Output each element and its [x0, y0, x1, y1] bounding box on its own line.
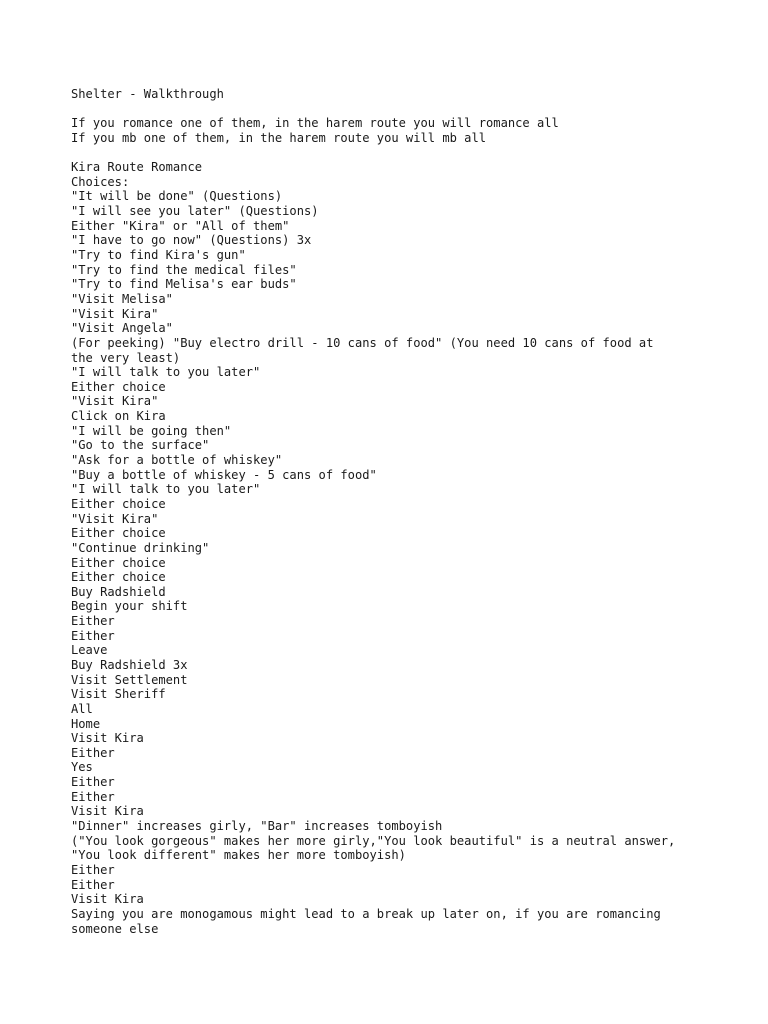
section-heading: Kira Route Romance	[71, 160, 203, 175]
walkthrough-line: "Try to find Melisa's ear buds"	[71, 277, 297, 292]
walkthrough-line: "I will talk to you later"	[71, 365, 261, 380]
walkthrough-line: ("You look gorgeous" makes her more girly,"You look beautiful" is a neutral answer,	[71, 833, 676, 848]
walkthrough-line: someone else	[71, 921, 159, 936]
walkthrough-line: Either	[71, 789, 115, 804]
walkthrough-line: Buy Radshield 3x	[71, 657, 188, 672]
walkthrough-line: "Visit Kira"	[71, 394, 159, 409]
intro-line: If you romance one of them, in the harem route you will romance all	[71, 116, 559, 131]
walkthrough-line: Home	[71, 716, 101, 731]
walkthrough-line: "Visit Angela"	[71, 321, 173, 336]
walkthrough-line: Either	[71, 862, 115, 877]
walkthrough-line: "Try to find the medical files"	[71, 262, 297, 277]
walkthrough-line: "Visit Melisa"	[71, 291, 173, 306]
walkthrough-line: Choices:	[71, 174, 130, 189]
walkthrough-line: Either	[71, 745, 115, 760]
walkthrough-line: Visit Settlement	[71, 672, 188, 687]
walkthrough-line: Buy Radshield	[71, 584, 166, 599]
walkthrough-line: the very least)	[71, 350, 181, 365]
walkthrough-line: "Go to the surface"	[71, 438, 210, 453]
walkthrough-line: Either choice	[71, 526, 166, 541]
walkthrough-line: Click on Kira	[71, 409, 166, 424]
walkthrough-line: "I have to go now" (Questions) 3x	[71, 233, 312, 248]
walkthrough-line: Leave	[71, 643, 108, 658]
walkthrough-line: Begin your shift	[71, 599, 188, 614]
document-title: Shelter - Walkthrough	[71, 87, 224, 101]
walkthrough-line: Saying you are monogamous might lead to a break up later on, if you are romancing	[71, 906, 661, 921]
walkthrough-line: "Continue drinking"	[71, 540, 210, 555]
walkthrough-line: Yes	[71, 760, 93, 775]
walkthrough-line: "Dinner" increases girly, "Bar" increases tomboyish	[71, 819, 443, 834]
blank-line	[71, 102, 731, 117]
walkthrough-line: "Buy a bottle of whiskey - 5 cans of food"	[71, 467, 377, 482]
walkthrough-line: Either	[71, 877, 115, 892]
walkthrough-document	[71, 87, 731, 936]
walkthrough-line: "I will see you later" (Questions)	[71, 204, 319, 219]
walkthrough-line: "Ask for a bottle of whiskey"	[71, 453, 283, 468]
blank-line	[71, 146, 731, 161]
walkthrough-line: "I will be going then"	[71, 423, 232, 438]
walkthrough-line: "Visit Kira"	[71, 306, 159, 321]
walkthrough-line: (For peeking) "Buy electro drill - 10 cans of food" (You need 10 cans of food at	[71, 335, 654, 350]
intro-line: If you mb one of them, in the harem route you will mb all	[71, 130, 487, 145]
walkthrough-line: Either "Kira" or "All of them"	[71, 218, 290, 233]
walkthrough-line: "You look different" makes her more tomboyish)	[71, 848, 406, 863]
walkthrough-line: Either choice	[71, 496, 166, 511]
walkthrough-line: Either choice	[71, 379, 166, 394]
walkthrough-line: Either	[71, 614, 115, 629]
walkthrough-line: Either choice	[71, 570, 166, 585]
walkthrough-line: "Visit Kira"	[71, 511, 159, 526]
walkthrough-line: Visit Kira	[71, 892, 144, 907]
walkthrough-line: "I will talk to you later"	[71, 482, 261, 497]
choice-list	[71, 175, 731, 936]
walkthrough-line: Either choice	[71, 555, 166, 570]
walkthrough-line: Visit Sheriff	[71, 687, 166, 702]
walkthrough-line: "Try to find Kira's gun"	[71, 248, 246, 263]
walkthrough-line: Visit Kira	[71, 804, 144, 819]
walkthrough-line: Visit Kira	[71, 731, 144, 746]
walkthrough-line: "It will be done" (Questions)	[71, 189, 283, 204]
walkthrough-line: All	[71, 701, 93, 716]
walkthrough-line: Either	[71, 775, 115, 790]
walkthrough-line: Either	[71, 628, 115, 643]
